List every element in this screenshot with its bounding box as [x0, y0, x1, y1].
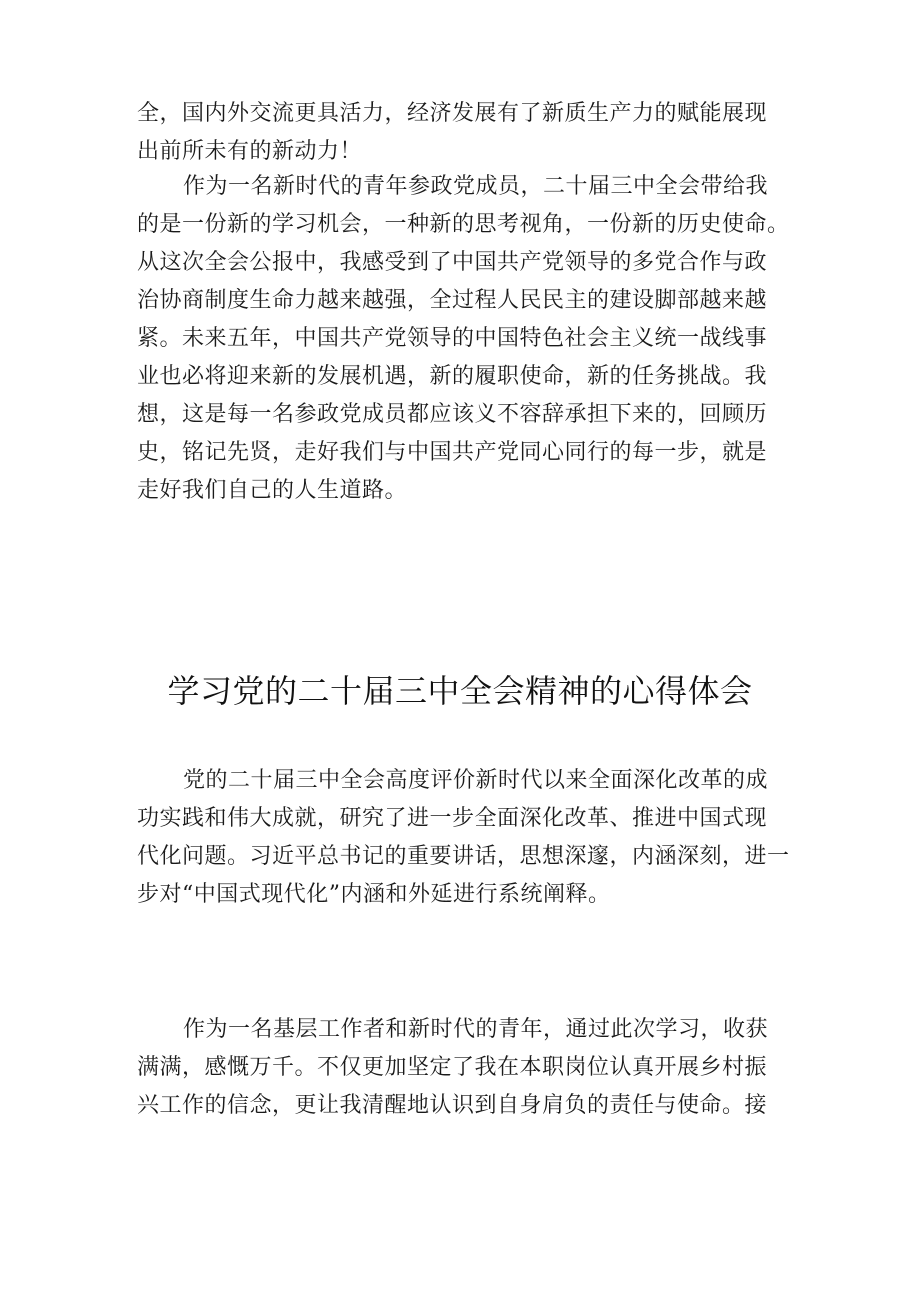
paragraph-grassroots-worker: [137, 1011, 787, 1125]
paragraph-plenum-summary: [137, 762, 790, 914]
text-line: 作为一名基层工作者和新时代的青年，通过此次学习，收获: [183, 1017, 769, 1042]
text-line: 的是一份新的学习机会，一种新的思考视角，一份新的历史使命。: [137, 212, 790, 237]
paragraph-continued: [137, 95, 787, 171]
section-title: 学习党的二十届三中全会精神的心得体会: [167, 672, 753, 710]
text-line: 业也必将迎来新的发展机遇，新的履职使命，新的任务挑战。我: [137, 364, 768, 389]
text-line: 党的二十届三中全会高度评价新时代以来全面深化改革的成: [183, 768, 769, 793]
text-line: 紧。未来五年，中国共产党领导的中国特色社会主义统一战线事: [137, 326, 768, 351]
text-line: 出前所未有的新动力！: [137, 139, 363, 164]
text-line: 代化问题。习近平总书记的重要讲话，思想深邃，内涵深刻，进一: [137, 844, 790, 869]
text-line: 兴工作的信念，更让我清醒地认识到自身肩负的责任与使命。接: [137, 1093, 768, 1118]
text-line: 全，国内外交流更具活力，经济发展有了新质生产力的赋能展现: [137, 101, 768, 126]
paragraph-party-member-reflection: [137, 168, 790, 510]
text-line: 功实践和伟大成就，研究了进一步全面深化改革、推进中国式现: [137, 806, 768, 831]
text-line: 满满，感慨万千。不仅更加坚定了我在本职岗位认真开展乡村振: [137, 1055, 768, 1080]
text-line: 作为一名新时代的青年参政党成员，二十届三中全会带给我: [183, 174, 769, 199]
text-line: 从这次全会公报中，我感受到了中国共产党领导的多党合作与政: [137, 250, 768, 275]
text-line: 步对“中国式现代化”内涵和外延进行系统阐释。: [137, 882, 611, 907]
text-line: 想，这是每一名参政党成员都应该义不容辞承担下来的，回顾历: [137, 402, 768, 427]
text-line: 治协商制度生命力越来越强，全过程人民民主的建设脚部越来越: [137, 288, 768, 313]
text-line: 走好我们自己的人生道路。: [137, 478, 408, 503]
text-line: 史，铭记先贤，走好我们与中国共产党同心同行的每一步，就是: [137, 440, 768, 465]
